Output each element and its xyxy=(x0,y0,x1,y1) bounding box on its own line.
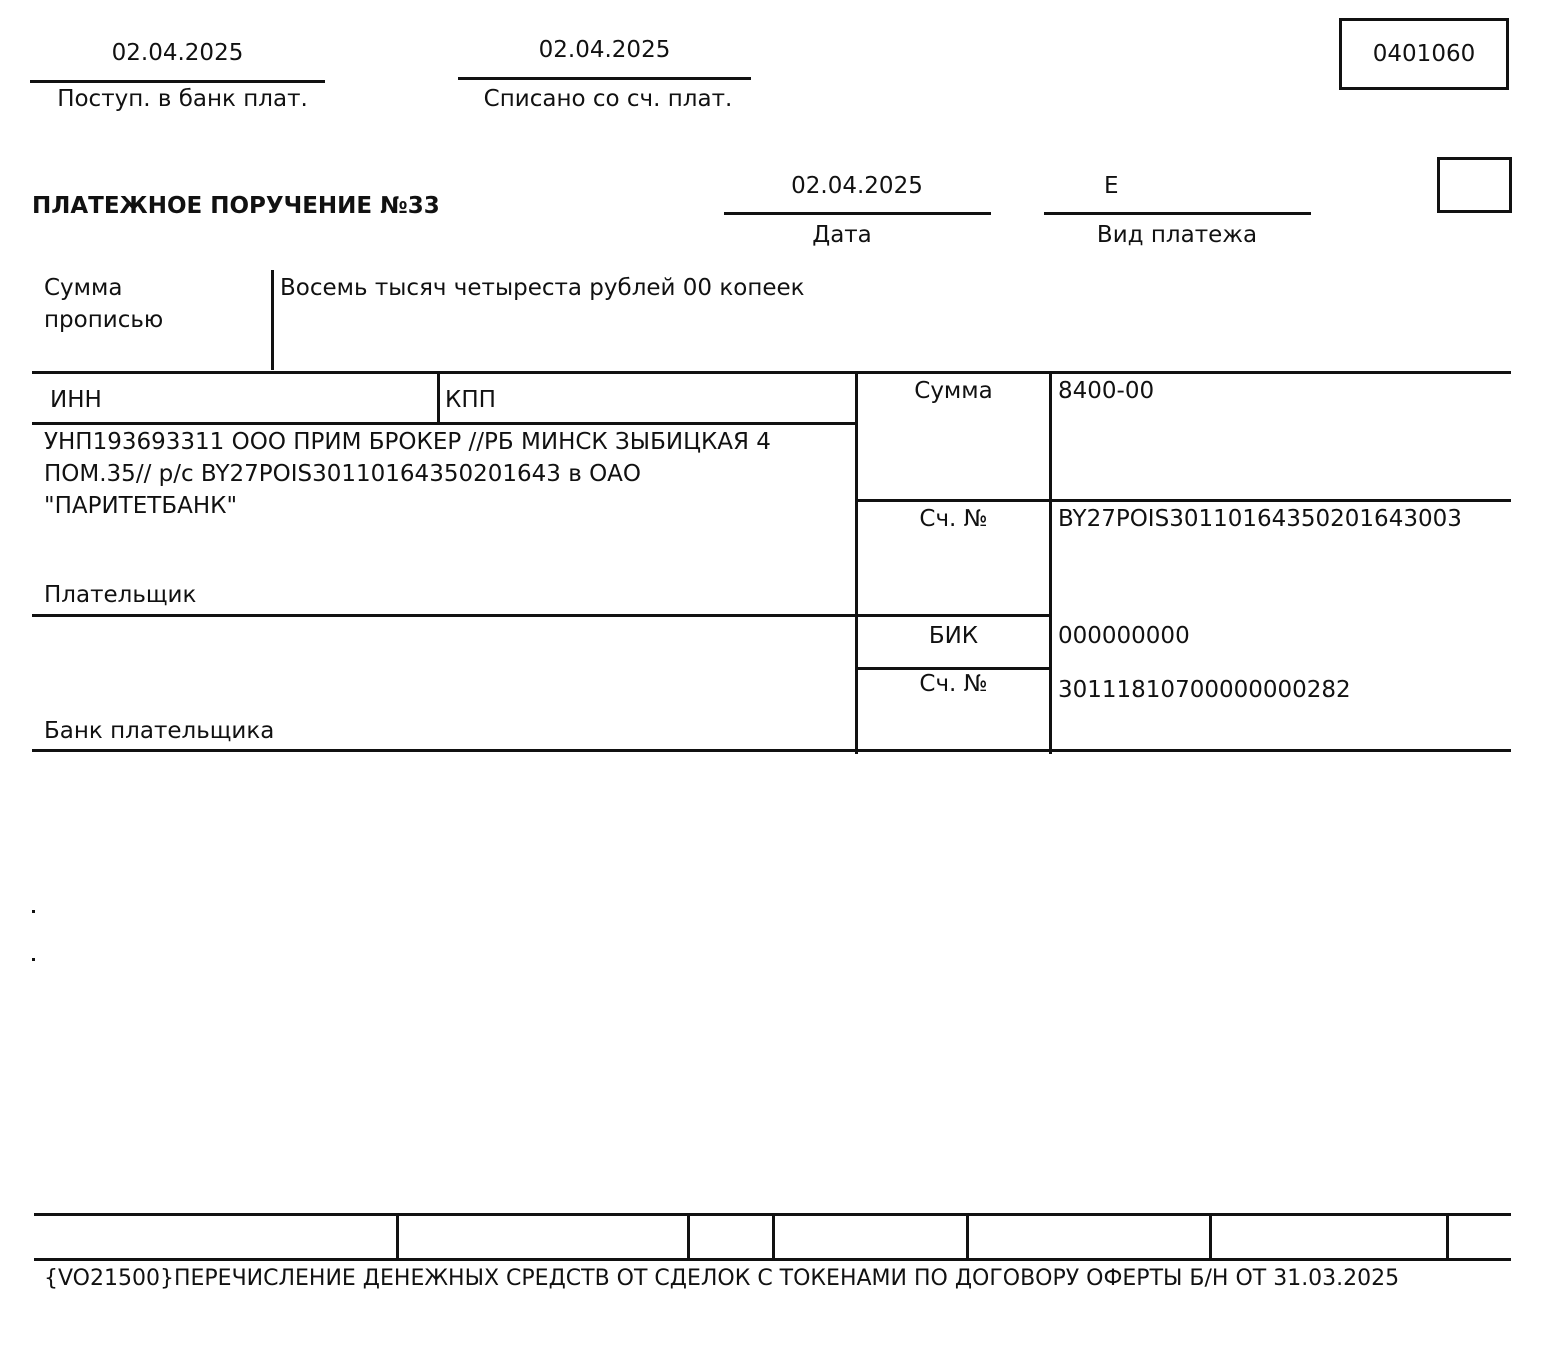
sum-value: 8400-00 xyxy=(1058,378,1155,404)
inn-label: ИНН xyxy=(50,387,102,413)
order-date-underline xyxy=(724,212,991,215)
amount-words-divider xyxy=(271,270,274,370)
inn-row-border xyxy=(32,422,857,425)
inn-kpp-divider xyxy=(437,371,440,423)
payer-details-line-1: УНП193693311 ООО ПРИМ БРОКЕР //РБ МИНСК ЗЫБИЦКАЯ 4 xyxy=(44,429,771,455)
bottom-grid-divider-1 xyxy=(396,1213,399,1260)
form-code-box xyxy=(1339,18,1509,90)
received-date-label: Поступ. в банк плат. xyxy=(57,86,308,112)
bottom-grid-divider-5 xyxy=(1209,1213,1212,1260)
label-value-divider xyxy=(1049,371,1052,754)
form-code: 0401060 xyxy=(1372,41,1476,67)
bik-row-border xyxy=(858,667,1050,670)
bottom-grid-divider-4 xyxy=(966,1213,969,1260)
payment-type: Е xyxy=(1104,173,1119,199)
payer-row-border xyxy=(32,614,1050,617)
stray-dot-2 xyxy=(32,958,35,961)
table-bottom-border xyxy=(32,749,1511,752)
payer-bank-label: Банк плательщика xyxy=(44,718,275,744)
payment-type-underline xyxy=(1044,212,1311,215)
kpp-label: КПП xyxy=(445,387,496,413)
payment-type-label: Вид платежа xyxy=(1096,222,1258,248)
sum-row-border xyxy=(855,499,1511,502)
received-date-underline xyxy=(30,80,325,83)
stray-dot-1 xyxy=(32,910,35,913)
field-101-box xyxy=(1437,157,1512,213)
bottom-grid-divider-3 xyxy=(772,1213,775,1260)
amount-words-label-1: Сумма xyxy=(44,275,123,301)
table-top-border xyxy=(32,371,1511,374)
amount-words-value: Восемь тысяч четыреста рублей 00 копеек xyxy=(280,275,805,301)
page-title: ПЛАТЕЖНОЕ ПОРУЧЕНИЕ №33 xyxy=(32,193,440,219)
payer-label: Плательщик xyxy=(44,582,197,608)
bottom-grid-divider-2 xyxy=(687,1213,690,1260)
payment-purpose: {VO21500}ПЕРЕЧИСЛЕНИЕ ДЕНЕЖНЫХ СРЕДСТВ ОТ СДЕЛОК С ТОКЕНАМИ ПО ДОГОВОРУ ОФЕРТЫ Б/Н ОТ 31.03.2025 xyxy=(44,1266,1400,1291)
corr-account-value: 30111810700000000282 xyxy=(1058,677,1351,703)
left-right-divider xyxy=(855,371,858,754)
corr-account-label: Сч. № xyxy=(919,671,988,697)
sum-label: Сумма xyxy=(914,378,993,404)
debited-date-label: Списано со сч. плат. xyxy=(483,86,733,112)
debited-date-underline xyxy=(458,77,751,80)
bik-label: БИК xyxy=(928,623,979,649)
payer-details-line-2: ПОМ.35// р/с BY27POIS30110164350201643 в ОАО xyxy=(44,461,642,487)
account-value: BY27POIS30110164350201643003 xyxy=(1058,506,1462,532)
received-date: 02.04.2025 xyxy=(111,40,244,66)
bottom-grid-divider-6 xyxy=(1446,1213,1449,1260)
account-label: Сч. № xyxy=(919,506,988,532)
debited-date: 02.04.2025 xyxy=(538,37,671,63)
payer-details-line-3: "ПАРИТЕТБАНК" xyxy=(44,493,238,519)
amount-words-label-2: прописью xyxy=(44,307,164,333)
order-date: 02.04.2025 xyxy=(791,173,923,199)
bik-value: 000000000 xyxy=(1058,623,1190,649)
payer-details xyxy=(44,426,771,522)
order-date-label: Дата xyxy=(812,222,872,248)
